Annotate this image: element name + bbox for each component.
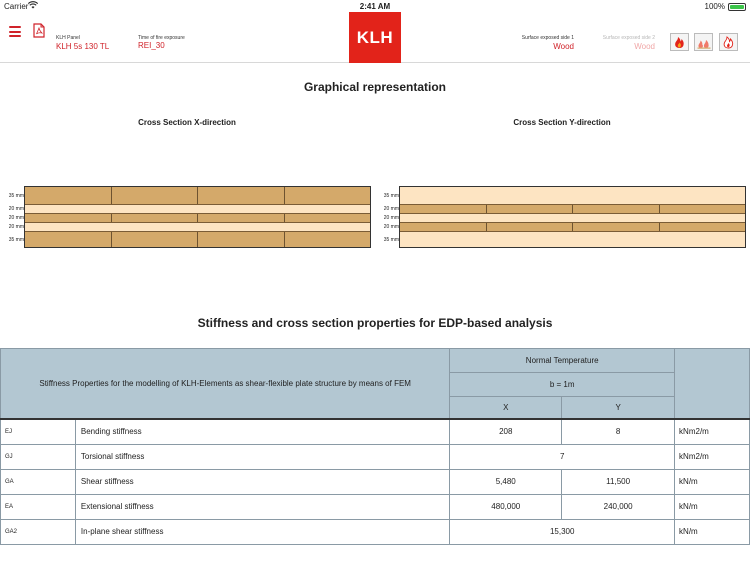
layer-label-1: 35 mm bbox=[8, 193, 24, 199]
stiffness-title: Stiffness and cross section properties for EDP-based analysis bbox=[197, 316, 553, 330]
row-y-value: 8 bbox=[562, 419, 675, 445]
row-unit: kNm2/m bbox=[675, 419, 750, 445]
row-y-value: 11,500 bbox=[562, 469, 675, 494]
row-code: GA2 bbox=[1, 519, 76, 544]
row-unit: kNm2/m bbox=[675, 444, 750, 469]
row-description: Torsional stiffness bbox=[75, 444, 449, 469]
y-column-header: Y bbox=[562, 397, 675, 419]
fire-both-sides-button[interactable] bbox=[719, 33, 738, 51]
status-bar bbox=[0, 0, 750, 12]
flame-outline-icon bbox=[722, 35, 735, 49]
fire-layered-button[interactable] bbox=[694, 33, 713, 51]
layer-label-3: 20 mm bbox=[8, 215, 24, 221]
table-row bbox=[1, 444, 750, 469]
graphic-title: Graphical representation bbox=[303, 80, 447, 94]
table-row bbox=[1, 469, 750, 494]
fire-time-label: Time of fire exposure bbox=[138, 35, 185, 41]
row-code: GJ bbox=[1, 444, 76, 469]
klh-logo: KLH bbox=[349, 12, 401, 63]
row-code: GA bbox=[1, 469, 76, 494]
row-description: Shear stiffness bbox=[75, 469, 449, 494]
row-x-value: 208 bbox=[450, 419, 562, 445]
fire-time-value[interactable]: REI_30 bbox=[138, 41, 165, 50]
side2-label: Surface exposed side 2 bbox=[602, 35, 655, 41]
row-unit: kN/m bbox=[675, 469, 750, 494]
layer-label-4: 20 mm bbox=[383, 224, 399, 230]
menu-icon[interactable] bbox=[9, 26, 21, 40]
layer-label-4: 20 mm bbox=[8, 224, 24, 230]
row-merged-value: 7 bbox=[450, 444, 675, 469]
row-x-value: 5,480 bbox=[450, 469, 562, 494]
layer-label-5: 35 mm bbox=[383, 237, 399, 243]
carrier-label: Carrier bbox=[4, 2, 29, 11]
normal-temperature-header: Normal Temperature bbox=[450, 349, 675, 373]
battery-percent: 100% bbox=[704, 2, 725, 11]
pdf-icon[interactable] bbox=[33, 23, 45, 43]
layer-label-2: 20 mm bbox=[8, 206, 24, 212]
x-section-panel bbox=[24, 186, 371, 248]
panel-label: KLH Panel bbox=[56, 35, 80, 41]
row-x-value: 480,000 bbox=[450, 494, 562, 519]
row-merged-value: 15,300 bbox=[450, 519, 675, 544]
panel-value[interactable]: KLH 5s 130 TL bbox=[56, 42, 110, 51]
fire-one-side-button[interactable] bbox=[670, 33, 689, 51]
stiffness-table bbox=[0, 348, 750, 545]
unit-header bbox=[675, 349, 750, 419]
row-description: In-plane shear stiffness bbox=[75, 519, 449, 544]
table-row bbox=[1, 519, 750, 544]
side1-value[interactable]: Wood bbox=[553, 42, 574, 51]
x-column-header: X bbox=[450, 397, 562, 419]
width-header: b = 1m bbox=[450, 373, 675, 397]
row-code: EA bbox=[1, 494, 76, 519]
row-code: EJ bbox=[1, 419, 76, 445]
layer-label-5: 35 mm bbox=[8, 237, 24, 243]
row-description: Bending stiffness bbox=[75, 419, 449, 445]
layer-label-3: 20 mm bbox=[383, 215, 399, 221]
layer-label-1: 35 mm bbox=[383, 193, 399, 199]
table-row bbox=[1, 494, 750, 519]
side1-label: Surface exposed side 1 bbox=[521, 35, 574, 41]
x-section-title: Cross Section X-direction bbox=[138, 118, 236, 127]
y-section-panel bbox=[399, 186, 746, 248]
row-y-value: 240,000 bbox=[562, 494, 675, 519]
row-unit: kN/m bbox=[675, 494, 750, 519]
side2-value[interactable]: Wood bbox=[634, 42, 655, 51]
table-row bbox=[1, 419, 750, 445]
flame-icon bbox=[697, 35, 711, 49]
stiffness-header-description: Stiffness Properties for the modelling of KLH-Elements as shear-flexible plate structure by means of FEM bbox=[1, 349, 450, 419]
row-unit: kN/m bbox=[675, 519, 750, 544]
status-time: 2:41 AM bbox=[359, 2, 391, 11]
layer-label-2: 20 mm bbox=[383, 206, 399, 212]
y-section-title: Cross Section Y-direction bbox=[513, 118, 611, 127]
battery-icon bbox=[728, 3, 746, 11]
row-description: Extensional stiffness bbox=[75, 494, 449, 519]
battery-indicator bbox=[705, 2, 746, 11]
flame-icon bbox=[673, 35, 686, 49]
